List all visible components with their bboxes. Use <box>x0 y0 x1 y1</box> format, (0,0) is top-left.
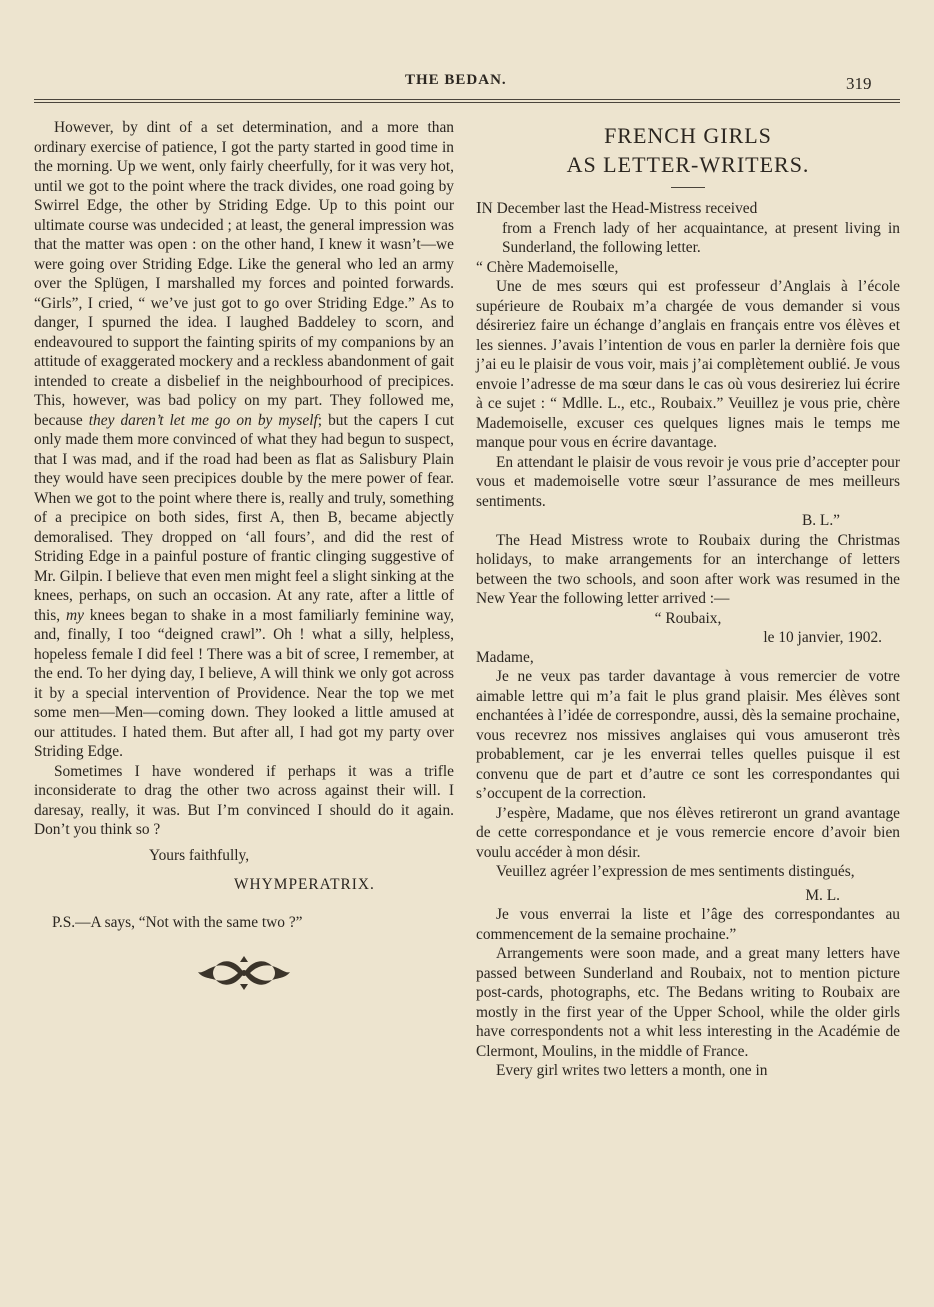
running-head: THE BEDAN. <box>405 72 507 88</box>
article-title: FRENCH GIRLS AS LETTER-WRITERS. <box>566 123 810 177</box>
emphasis-text: they daren’t let me go on by myself <box>88 411 318 429</box>
french-letter-paragraph: Je vous enverrai la liste et l’âge des correspondantes au commencement de la semaine prochaine.” <box>476 906 900 943</box>
narrative-paragraph: Every girl writes two letters a month, one in <box>496 1062 768 1079</box>
emphasis-text: my <box>65 606 84 624</box>
salutation: “ Chère Mademoiselle, <box>476 258 619 276</box>
signature: WHYMPERATRIX. <box>234 876 375 893</box>
narrative-paragraph: Arrangements were soon made, and a great many letters have passed between Sunderland and Roubaix, not to mention picture post-cards, photographs, etc. The Bedans writing to Roubaix are mostly in the first year of the Upper School, while the older girls have correspondents not a whit less interesting in the Académie de Clermont, Moulins, in the middle of France. <box>476 945 900 1060</box>
french-letter-paragraph: Je ne veux pas tarder davantage à vous remercier de votre aimable lettre qui m’a fait le plus grand plaisir. Mes élèves sont enchantées à l’idée de correspondre, aussi, dès la semaine prochaine, vous recevrez nos missives anglaises qui vous amuseront très probablement, car je les enverrai telles quelles puisque il est convenu que de part et d’autre ce sont les correspondantes qui s’occupent de la correction. <box>476 668 900 802</box>
closing-line: Yours faithfully, <box>149 846 250 864</box>
right-column <box>476 118 900 1081</box>
letter-place: “ Roubaix, <box>654 609 722 627</box>
french-letter-paragraph: J’espère, Madame, que nos élèves retireront un grand avantage de cette correspondance et je vous remercie encore d’avoir bien voulu accéder à mon désir. <box>476 804 900 861</box>
fleuron-ornament <box>194 954 294 992</box>
drop-cap: I <box>476 198 482 217</box>
french-letter-paragraph: En attendant le plaisir de vous revoir je vous prie d’accepter pour vous et mademoiselle votre sœur l’assurance de mes meilleurs sentiments. <box>476 453 900 510</box>
letter-body-paragraph: Sometimes I have wondered if perhaps it was a trifle inconsiderate to drag the other two across against their will. I daresay, really, it was. But I’m convinced I should do it again. Don’t you think so ? <box>34 762 454 838</box>
letter-signature: B. L.” <box>801 512 840 529</box>
header-rule <box>34 99 900 103</box>
french-letter-paragraph: Une de mes sœurs qui est professeur d’Anglais à l’école supérieure de Roubaix m’a chargée de vous demander si vous désireriez faire un échange d’anglais en français entre vos élèves et les siennes. J’avais l’intention de vous en parler la dernière fois que j’ai eu le plaisir de vous voir, mais j’ai complètement oublié. Je vous envoie l’adresse de ma sœur dans le cas où vous desireriez lui écrire à ce sujet : “ Mdlle. L., etc., Roubaix.” Veuillez je vous prie, chère Mademoiselle, excuser ces quelques lignes mais le temps me manque pour vous en écrire davantage. <box>476 278 900 451</box>
letter-body-paragraph: However, by dint of a set determination, and a more than ordinary exercise of patience, I got the party started in good time in the morning. Up we went, only fairly cheerfully, for it was very hot, until we got to the point where the track divides, one road going by Swirrel Edge, the other by Striding Edge. Up to this point our ultimate course was undecided ; at least, the general impression was that the matter was open : on the other hand, I knew it wasn’t—we were going over Striding Edge. Like the general who led an army over the Splügen, I marshalled my forces and pointed forwards. “Girls”, I cried, “ we’ve just got to go over Striding Edge.” As to danger, I spurned the idea. I laughed Baddeley to scorn, and endeavoured to support the fainting spirits of my companions by an attitude of exaggerated mockery and a reckless abandonment of gait intended to create a disbelief in the neighbourhood of precipices. This, however, was bad policy on my part. They followed me, because they daren’t let me go on by myself; but the capers I cut only made them more convinced of what they had begun to suspect, that I was mad, and if the road had been as flat as Salisbury Plain they would have seen precipices double by the mere power of fear. When we got to the point where there is, really and truly, something of a precipice on both sides, first A, then B, became abjectly demoralised. They dropped on ‘all fours’, and did the rest of Striding Edge in a painful posture of frantic clinging suggestive of Mr. Gilpin. I believe that even men might feel a slight sinking at the knees, perhaps, on such an occasion. At any rate, after a little of this, my knees began to shake in a most familiarly feminine way, and, finally, I too “deigned crawl”. Oh ! what a silly, helpless, hopeless female I did feel ! There was a bit of scree, I remember, at the end. To her dying day, I believe, A will think we only got across it by a special intervention of Providence. Near the top we met some men—Men—coming down. They looked a little amused at our attitudes. I hated them. But after all, I had got my party over Striding Edge. <box>34 119 454 760</box>
french-letter-paragraph: Veuillez agréer l’expression de mes sentiments distingués, <box>496 863 855 880</box>
page-number: 319 <box>846 74 872 93</box>
salutation: Madame, <box>476 648 534 666</box>
letter-date: le 10 janvier, 1902. <box>763 629 882 646</box>
postscript: P.S.—A says, “Not with the same two ?” <box>52 913 303 931</box>
letter-signature: M. L. <box>805 886 840 904</box>
left-column <box>34 118 454 992</box>
article-intro: IN December last the Head-Mistress received from a French lady of her acquaintance, at present living in Sunderland, the following letter. <box>476 198 900 256</box>
title-rule <box>671 187 705 188</box>
narrative-paragraph: The Head Mistress wrote to Roubaix during the Christmas holidays, to make arrangements for an interchange of letters between the two schools, and soon after work was resumed in the New Year the following letter arrived :— <box>476 531 900 607</box>
